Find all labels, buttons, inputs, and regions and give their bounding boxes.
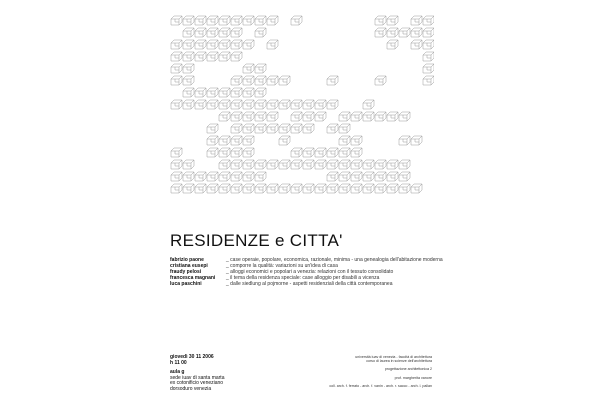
- housing-block-icon: [399, 160, 410, 169]
- housing-block-icon: [411, 28, 422, 37]
- housing-block-icon: [255, 16, 266, 25]
- housing-block-icon: [195, 184, 206, 193]
- housing-block-icon: [315, 160, 326, 169]
- housing-block-icon: [303, 112, 314, 121]
- housing-block-icon: [423, 16, 434, 25]
- housing-block-icon: [363, 184, 374, 193]
- housing-block-icon: [255, 112, 266, 121]
- housing-block-icon: [171, 64, 182, 73]
- institution-line: corso di laurea in scienze dell'architettura: [366, 359, 432, 364]
- housing-block-icon: [387, 40, 398, 49]
- venue-line: dorsoduro venezia: [170, 385, 212, 392]
- housing-block-icon: [243, 148, 254, 157]
- housing-block-icon: [351, 172, 362, 181]
- housing-block-icon: [171, 184, 182, 193]
- housing-block-icon: [387, 160, 398, 169]
- housing-block-icon: [399, 112, 410, 121]
- housing-block-icon: [207, 88, 218, 97]
- housing-block-icon: [195, 88, 206, 97]
- housing-block-icon: [219, 100, 230, 109]
- housing-block-icon: [231, 52, 242, 61]
- housing-block-icon: [351, 148, 362, 157]
- housing-block-icon: [303, 148, 314, 157]
- housing-block-icon: [195, 16, 206, 25]
- housing-block-icon: [231, 76, 242, 85]
- housing-block-icon: [267, 124, 278, 133]
- housing-block-icon: [171, 148, 182, 157]
- housing-block-icon: [423, 28, 434, 37]
- event-room: aula g: [170, 369, 185, 376]
- housing-block-icon: [327, 124, 338, 133]
- housing-block-icon: [243, 100, 254, 109]
- housing-block-icon: [243, 40, 254, 49]
- housing-block-icon: [267, 76, 278, 85]
- housing-block-icon: [267, 112, 278, 121]
- housing-block-icon: [183, 76, 194, 85]
- housing-block-icon: [195, 40, 206, 49]
- speaker-name: francesca magnani: [170, 275, 216, 281]
- housing-block-icon: [267, 160, 278, 169]
- housing-block-icon: [243, 124, 254, 133]
- housing-block-icon: [267, 16, 278, 25]
- housing-block-icon: [375, 16, 386, 25]
- housing-block-icon: [315, 100, 326, 109]
- housing-block-icon: [207, 124, 218, 133]
- lecture-topic: _ alloggi economici e popolari a venezia: relazioni con il tessuto consolidato: [226, 269, 394, 275]
- housing-block-icon: [219, 172, 230, 181]
- housing-block-icon: [399, 172, 410, 181]
- housing-block-icon: [315, 148, 326, 157]
- housing-block-icon: [219, 16, 230, 25]
- housing-block-icon: [351, 112, 362, 121]
- housing-block-icon: [207, 148, 218, 157]
- housing-block-icon: [183, 16, 194, 25]
- housing-block-icon: [183, 172, 194, 181]
- housing-block-icon: [195, 28, 206, 37]
- housing-block-icon: [339, 184, 350, 193]
- lecture-row: [170, 281, 443, 287]
- housing-block-icon: [207, 16, 218, 25]
- housing-block-icon: [171, 100, 182, 109]
- speaker-name: luca paschini: [170, 281, 202, 287]
- speaker-name: cristiana eusepi: [170, 263, 208, 269]
- housing-block-icon: [219, 184, 230, 193]
- housing-block-icon: [339, 148, 350, 157]
- housing-block-icon: [219, 160, 230, 169]
- housing-block-icon: [363, 172, 374, 181]
- housing-block-icon: [231, 100, 242, 109]
- housing-block-icon: [339, 160, 350, 169]
- housing-block-icon: [219, 52, 230, 61]
- housing-block-icon: [243, 136, 254, 145]
- housing-block-icon: [255, 124, 266, 133]
- housing-block-icon: [183, 28, 194, 37]
- housing-block-icon: [423, 76, 434, 85]
- housing-block-icon: [231, 40, 242, 49]
- housing-block-icon: [279, 76, 290, 85]
- housing-block-icon: [291, 100, 302, 109]
- lecture-topic: _ il tema della residenza speciale: case alloggio per disabili a vicenza: [226, 275, 380, 281]
- housing-block-icon: [183, 52, 194, 61]
- event-time: h 11 00: [170, 359, 187, 366]
- housing-block-icon: [315, 184, 326, 193]
- housing-block-icon: [183, 100, 194, 109]
- housing-block-icon: [255, 76, 266, 85]
- isometric-housing-blocks-illustration: [170, 14, 434, 196]
- housing-block-icon: [375, 184, 386, 193]
- housing-block-icon: [207, 136, 218, 145]
- housing-block-icon: [183, 160, 194, 169]
- housing-block-icon: [171, 52, 182, 61]
- housing-block-icon: [315, 112, 326, 121]
- housing-block-icon: [171, 160, 182, 169]
- housing-block-icon: [255, 64, 266, 73]
- housing-block-icon: [243, 112, 254, 121]
- housing-block-icon: [243, 88, 254, 97]
- housing-block-icon: [279, 184, 290, 193]
- lecture-topic: _ case operaie, popolare, economica, razionale, minima - una genealogia dell'abitazione moderna: [226, 257, 443, 263]
- lecture-list: [170, 257, 443, 287]
- housing-block-icon: [279, 124, 290, 133]
- speaker-name: fabrizio paone: [170, 257, 204, 263]
- housing-block-icon: [351, 136, 362, 145]
- housing-block-icon: [231, 148, 242, 157]
- collaborators: coll. arch. f. ferrato - arch. f. vanin - arch. r. sacco - arch. l. pallan: [329, 383, 432, 388]
- housing-block-icon: [255, 184, 266, 193]
- housing-block-icon: [183, 88, 194, 97]
- housing-block-icon: [339, 124, 350, 133]
- housing-block-icon: [327, 76, 338, 85]
- speaker-name: fraudy pelosi: [170, 269, 202, 275]
- housing-block-icon: [375, 28, 386, 37]
- housing-block-icon: [243, 16, 254, 25]
- housing-block-icon: [387, 172, 398, 181]
- housing-block-icon: [255, 88, 266, 97]
- housing-block-icon: [351, 160, 362, 169]
- housing-block-icon: [267, 40, 278, 49]
- housing-block-icon: [363, 160, 374, 169]
- housing-block-icon: [279, 100, 290, 109]
- housing-block-icon: [327, 172, 338, 181]
- housing-block-icon: [339, 112, 350, 121]
- housing-block-icon: [291, 124, 302, 133]
- housing-block-icon: [327, 148, 338, 157]
- housing-block-icon: [231, 172, 242, 181]
- housing-block-icon: [183, 40, 194, 49]
- housing-block-icon: [279, 136, 290, 145]
- housing-block-icon: [339, 172, 350, 181]
- housing-block-icon: [375, 76, 386, 85]
- housing-block-icon: [303, 184, 314, 193]
- housing-block-icon: [207, 52, 218, 61]
- housing-block-icon: [291, 148, 302, 157]
- housing-block-icon: [327, 100, 338, 109]
- housing-block-icon: [327, 160, 338, 169]
- housing-block-icon: [207, 100, 218, 109]
- housing-block-icon: [387, 28, 398, 37]
- housing-block-icon: [399, 28, 410, 37]
- housing-block-icon: [243, 64, 254, 73]
- housing-block-icon: [327, 184, 338, 193]
- professor: prof. margherita vanore: [394, 375, 432, 380]
- housing-block-icon: [195, 172, 206, 181]
- housing-block-icon: [171, 172, 182, 181]
- housing-block-icon: [207, 172, 218, 181]
- housing-block-icon: [291, 112, 302, 121]
- housing-block-icon: [423, 52, 434, 61]
- housing-block-icon: [303, 100, 314, 109]
- housing-block-icon: [219, 112, 230, 121]
- lecture-topic: _ dalle siedlung al pojmorne - aspetti residenziali della città contemporanea: [226, 281, 393, 287]
- housing-block-icon: [195, 52, 206, 61]
- housing-block-icon: [387, 184, 398, 193]
- housing-block-icon: [255, 172, 266, 181]
- housing-block-icon: [219, 88, 230, 97]
- housing-block-icon: [219, 28, 230, 37]
- housing-block-icon: [375, 172, 386, 181]
- housing-block-icon: [363, 112, 374, 121]
- housing-block-icon: [387, 112, 398, 121]
- housing-block-icon: [387, 16, 398, 25]
- housing-block-icon: [171, 76, 182, 85]
- housing-block-icon: [183, 184, 194, 193]
- housing-block-icon: [291, 184, 302, 193]
- housing-block-icon: [363, 100, 374, 109]
- housing-block-icon: [231, 112, 242, 121]
- housing-block-icon: [231, 184, 242, 193]
- housing-block-icon: [375, 160, 386, 169]
- housing-block-icon: [267, 100, 278, 109]
- housing-block-icon: [291, 160, 302, 169]
- institution-line: università iuav di venezia - facoltà di architettura: [355, 355, 432, 359]
- housing-block-icon: [243, 172, 254, 181]
- housing-block-icon: [243, 160, 254, 169]
- housing-block-icon: [219, 148, 230, 157]
- housing-block-icon: [291, 16, 302, 25]
- housing-block-icon: [411, 16, 422, 25]
- housing-block-icon: [243, 76, 254, 85]
- housing-block-icon: [303, 124, 314, 133]
- housing-block-icon: [171, 40, 182, 49]
- housing-block-icon: [255, 100, 266, 109]
- housing-block-icon: [267, 184, 278, 193]
- housing-block-icon: [255, 28, 266, 37]
- housing-block-icon: [231, 88, 242, 97]
- housing-block-icon: [303, 160, 314, 169]
- housing-block-icon: [375, 112, 386, 121]
- event-date: giovedì 30 11 2006: [170, 354, 214, 360]
- housing-block-icon: [423, 64, 434, 73]
- housing-block-icon: [231, 160, 242, 169]
- housing-block-icon: [399, 136, 410, 145]
- housing-block-icon: [411, 136, 422, 145]
- housing-block-icon: [219, 136, 230, 145]
- housing-block-icon: [423, 40, 434, 49]
- poster-title: RESIDENZE e CITTA': [170, 231, 343, 250]
- credits: [329, 355, 432, 388]
- course-name: progettazione architettonica 2: [384, 367, 432, 372]
- housing-block-icon: [207, 184, 218, 193]
- housing-block-icon: [231, 16, 242, 25]
- housing-block-icon: [231, 124, 242, 133]
- housing-block-icon: [279, 160, 290, 169]
- housing-block-icon: [183, 64, 194, 73]
- housing-block-icon: [219, 40, 230, 49]
- housing-block-icon: [231, 28, 242, 37]
- housing-block-icon: [411, 184, 422, 193]
- venue-line: ex cotonificio veneziano: [170, 380, 224, 387]
- housing-block-icon: [207, 40, 218, 49]
- housing-block-icon: [339, 136, 350, 145]
- housing-block-icon: [411, 40, 422, 49]
- housing-block-icon: [255, 160, 266, 169]
- lecture-topic: _ comporre la qualità: variazioni su un'idea di casa: [226, 263, 338, 269]
- housing-block-icon: [351, 184, 362, 193]
- event-info: [170, 355, 224, 393]
- housing-block-icon: [195, 100, 206, 109]
- housing-block-icon: [171, 16, 182, 25]
- housing-block-icon: [231, 136, 242, 145]
- venue-line: sede iuav di santa marta: [170, 374, 225, 381]
- housing-block-icon: [243, 184, 254, 193]
- housing-block-icon: [207, 28, 218, 37]
- housing-block-icon: [399, 184, 410, 193]
